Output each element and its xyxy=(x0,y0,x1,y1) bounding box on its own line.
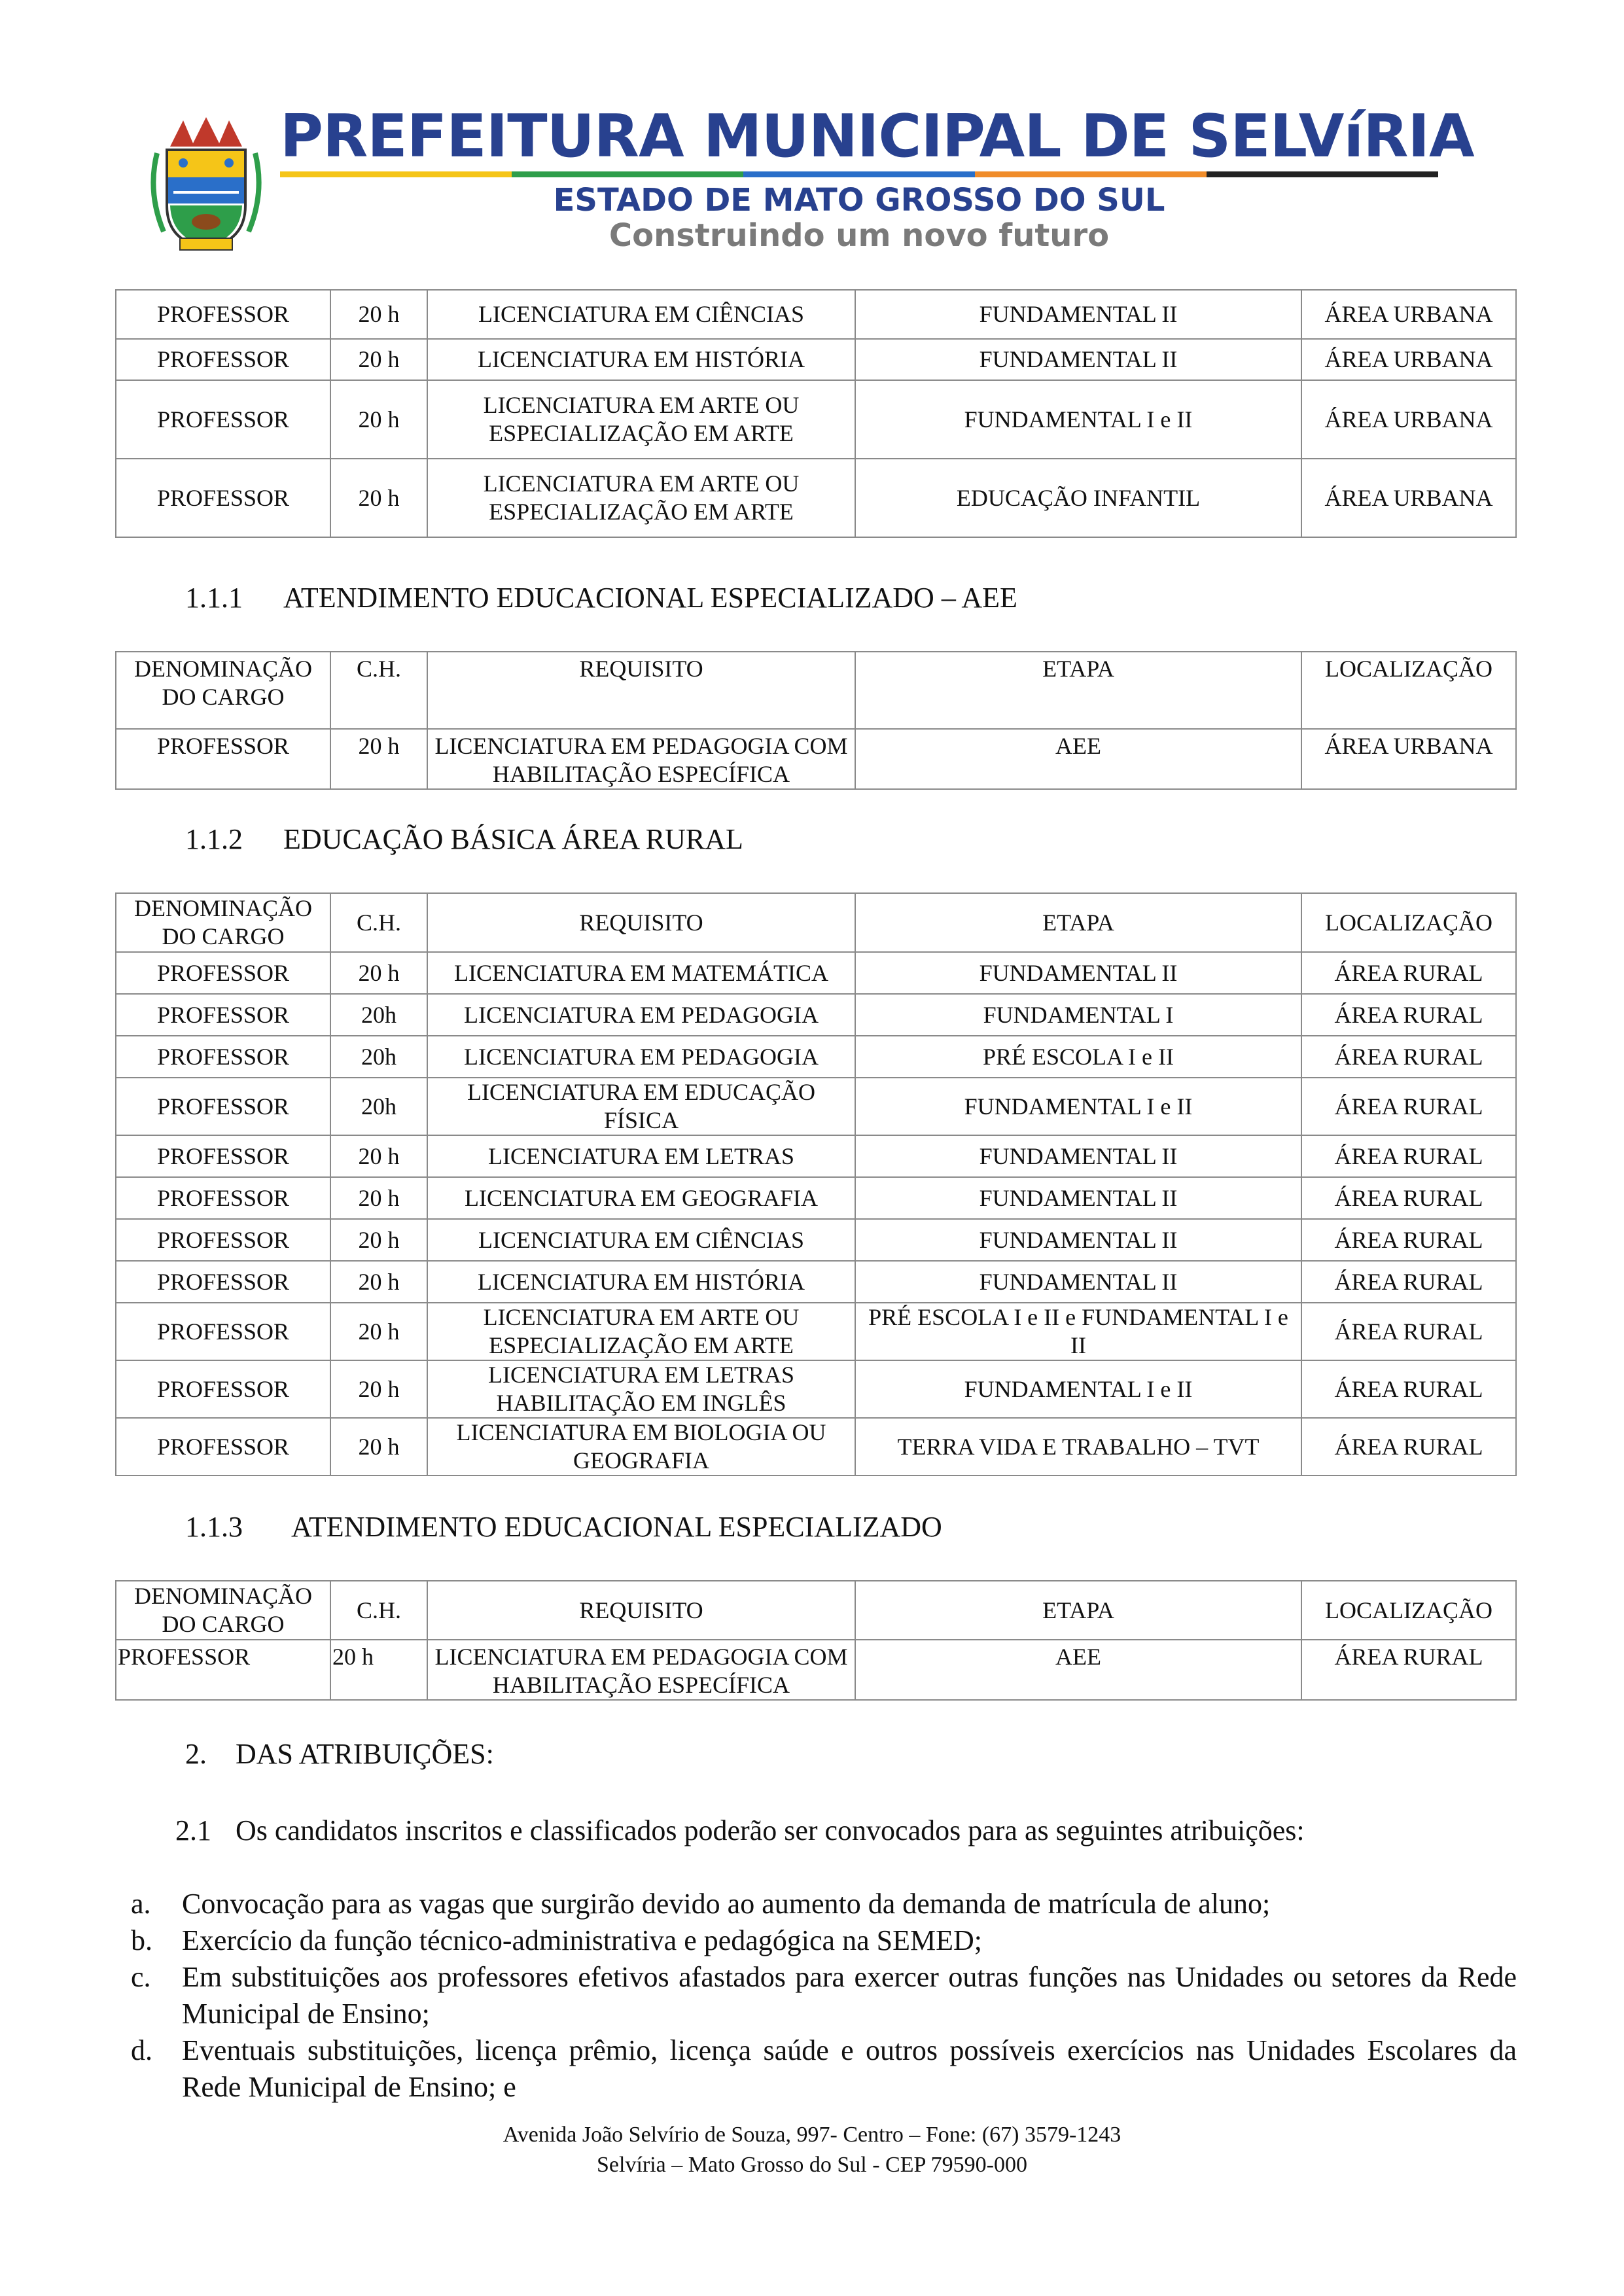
column-header: DENOMINAÇÃO DO CARGO xyxy=(116,893,330,952)
table-rural xyxy=(115,892,1517,1476)
table-header-row xyxy=(116,893,1516,952)
column-header: REQUISITO xyxy=(427,893,855,952)
table-aee-urban xyxy=(115,651,1517,790)
cell-requisito: LICENCIATURA EM MATEMÁTICA xyxy=(427,952,855,994)
column-header: C.H. xyxy=(330,893,427,952)
cell-etapa: FUNDAMENTAL II xyxy=(855,1135,1301,1177)
cell-localizacao: ÁREA URBANA xyxy=(1301,729,1516,789)
cell-ch: 20 h xyxy=(330,1640,427,1700)
table-row xyxy=(116,994,1516,1036)
cell-ch: 20 h xyxy=(330,729,427,789)
cell-etapa: AEE xyxy=(855,729,1301,789)
cell-cargo: PROFESSOR xyxy=(116,1303,330,1360)
list-marker: b. xyxy=(131,1924,152,1956)
footer-address: Avenida João Selvírio de Souza, 997- Centro – Fone: (67) 3579-1243 xyxy=(503,2123,1121,2147)
cell-etapa: FUNDAMENTAL II xyxy=(855,1177,1301,1219)
section-number: 1.1.1 xyxy=(185,582,243,614)
section-heading-1-1-2 xyxy=(185,822,743,856)
cell-cargo: PROFESSOR xyxy=(116,729,330,789)
cell-cargo: PROFESSOR xyxy=(116,290,330,339)
cell-requisito: LICENCIATURA EM ARTE OU ESPECIALIZAÇÃO EM ARTE xyxy=(427,459,855,537)
column-header: ETAPA xyxy=(855,893,1301,952)
cell-requisito: LICENCIATURA EM HISTÓRIA xyxy=(427,1261,855,1303)
cell-localizacao: ÁREA RURAL xyxy=(1301,1219,1516,1261)
cell-etapa: FUNDAMENTAL I e II xyxy=(855,380,1301,459)
table-row xyxy=(116,459,1516,537)
list-marker: a. xyxy=(131,1888,151,1920)
section-title: ATENDIMENTO EDUCACIONAL ESPECIALIZADO xyxy=(291,1511,942,1543)
cell-localizacao: ÁREA RURAL xyxy=(1301,1303,1516,1360)
table-row xyxy=(116,1303,1516,1360)
cell-localizacao: ÁREA RURAL xyxy=(1301,1177,1516,1219)
column-header: REQUISITO xyxy=(427,652,855,729)
table-row xyxy=(116,1261,1516,1303)
table-header-row xyxy=(116,1581,1516,1640)
stripe-blue xyxy=(743,171,975,177)
cell-localizacao: ÁREA RURAL xyxy=(1301,1078,1516,1135)
list-item xyxy=(131,1922,1517,1959)
clause-number: 2.1 xyxy=(175,1814,211,1846)
cell-etapa: FUNDAMENTAL I e II xyxy=(855,1078,1301,1135)
cell-localizacao: ÁREA RURAL xyxy=(1301,994,1516,1036)
cell-requisito: LICENCIATURA EM PEDAGOGIA xyxy=(427,994,855,1036)
cell-localizacao: ÁREA RURAL xyxy=(1301,1360,1516,1418)
cell-cargo: PROFESSOR xyxy=(116,1219,330,1261)
cell-ch: 20 h xyxy=(330,952,427,994)
brand-block xyxy=(280,98,1474,255)
column-header: C.H. xyxy=(330,652,427,729)
cell-requisito: LICENCIATURA EM BIOLOGIA OU GEOGRAFIA xyxy=(427,1418,855,1475)
cell-requisito: LICENCIATURA EM PEDAGOGIA COM HABILITAÇÃO ESPECÍFICA xyxy=(427,1640,855,1700)
table-urban-continuation xyxy=(115,289,1517,538)
cell-ch: 20h xyxy=(330,1036,427,1078)
section-title: ATENDIMENTO EDUCACIONAL ESPECIALIZADO – AEE xyxy=(283,582,1017,614)
cell-etapa: FUNDAMENTAL II xyxy=(855,1261,1301,1303)
cell-localizacao: ÁREA RURAL xyxy=(1301,1640,1516,1700)
section-number: 1.1.3 xyxy=(185,1511,243,1543)
cell-cargo: PROFESSOR xyxy=(116,459,330,537)
cell-cargo: PROFESSOR xyxy=(116,1261,330,1303)
list-item xyxy=(131,1886,1517,1922)
cell-cargo: PROFESSOR xyxy=(116,380,330,459)
header-title: PREFEITURA MUNICIPAL DE SELVíRIA xyxy=(280,102,1474,171)
table-row xyxy=(116,952,1516,994)
stripe-green xyxy=(512,171,743,177)
attributions-list xyxy=(131,1886,1517,2106)
cell-ch: 20 h xyxy=(330,1219,427,1261)
list-item-text: Em substituições aos professores efetivos afastados para exercer outras funções nas Unidades ou setores da Rede Municipal de Ensino; xyxy=(182,1961,1517,2030)
cell-ch: 20 h xyxy=(330,1261,427,1303)
cell-localizacao: ÁREA RURAL xyxy=(1301,952,1516,994)
list-item-text: Convocação para as vagas que surgirão devido ao aumento da demanda de matrícula de aluno; xyxy=(182,1888,1271,1920)
list-item xyxy=(131,2032,1517,2106)
municipal-coat-of-arms-icon xyxy=(144,107,268,255)
column-header: LOCALIZAÇÃO xyxy=(1301,893,1516,952)
cell-cargo: PROFESSOR xyxy=(116,952,330,994)
cell-requisito: LICENCIATURA EM PEDAGOGIA xyxy=(427,1036,855,1078)
table-row xyxy=(116,1418,1516,1475)
cell-cargo: PROFESSOR xyxy=(116,1036,330,1078)
cell-ch: 20 h xyxy=(330,1418,427,1475)
cell-localizacao: ÁREA URBANA xyxy=(1301,459,1516,537)
cell-requisito: LICENCIATURA EM GEOGRAFIA xyxy=(427,1177,855,1219)
cell-cargo: PROFESSOR xyxy=(116,1078,330,1135)
clause-2-1 xyxy=(175,1812,1305,1849)
cell-requisito: LICENCIATURA EM CIÊNCIAS xyxy=(427,1219,855,1261)
cell-ch: 20 h xyxy=(330,1135,427,1177)
cell-ch: 20h xyxy=(330,994,427,1036)
cell-requisito: LICENCIATURA EM HISTÓRIA xyxy=(427,339,855,380)
cell-etapa: FUNDAMENTAL II xyxy=(855,339,1301,380)
column-header: C.H. xyxy=(330,1581,427,1640)
stripe-yellow xyxy=(280,171,512,177)
table-row xyxy=(116,1078,1516,1135)
cell-ch: 20 h xyxy=(330,1177,427,1219)
table-row xyxy=(116,1036,1516,1078)
table-row xyxy=(116,1135,1516,1177)
table-row xyxy=(116,729,1516,789)
cell-cargo: PROFESSOR xyxy=(116,994,330,1036)
header-tagline: Construindo um novo futuro xyxy=(609,217,1110,254)
cell-ch: 20 h xyxy=(330,290,427,339)
cell-cargo: PROFESSOR xyxy=(116,1418,330,1475)
cell-localizacao: ÁREA URBANA xyxy=(1301,339,1516,380)
table-row xyxy=(116,380,1516,459)
cell-etapa: TERRA VIDA E TRABALHO – TVT xyxy=(855,1418,1301,1475)
cell-ch: 20h xyxy=(330,1078,427,1135)
cell-requisito: LICENCIATURA EM CIÊNCIAS xyxy=(427,290,855,339)
cell-etapa: AEE xyxy=(855,1640,1301,1700)
cell-cargo: PROFESSOR xyxy=(116,1640,330,1700)
column-header: ETAPA xyxy=(855,652,1301,729)
column-header: ETAPA xyxy=(855,1581,1301,1640)
column-header: DENOMINAÇÃO DO CARGO xyxy=(116,1581,330,1640)
cell-localizacao: ÁREA RURAL xyxy=(1301,1418,1516,1475)
section-number: 1.1.2 xyxy=(185,823,243,855)
cell-requisito: LICENCIATURA EM ARTE OU ESPECIALIZAÇÃO EM ARTE xyxy=(427,380,855,459)
cell-ch: 20 h xyxy=(330,1303,427,1360)
stripe-orange xyxy=(975,171,1207,177)
cell-requisito: LICENCIATURA EM EDUCAÇÃO FÍSICA xyxy=(427,1078,855,1135)
cell-etapa: PRÉ ESCOLA I e II xyxy=(855,1036,1301,1078)
list-marker: c. xyxy=(131,1961,151,1993)
table-row xyxy=(116,1640,1516,1700)
letterhead xyxy=(144,98,1474,255)
section-number: 2. xyxy=(185,1738,207,1770)
column-header: REQUISITO xyxy=(427,1581,855,1640)
cell-localizacao: ÁREA RURAL xyxy=(1301,1261,1516,1303)
list-item-text: Eventuais substituições, licença prêmio, licença saúde e outros possíveis exercícios nas Unidades Escolares da Rede Municipal de Ensino; e xyxy=(182,2034,1517,2103)
cell-etapa: EDUCAÇÃO INFANTIL xyxy=(855,459,1301,537)
cell-etapa: FUNDAMENTAL II xyxy=(855,1219,1301,1261)
cell-localizacao: ÁREA RURAL xyxy=(1301,1135,1516,1177)
cell-cargo: PROFESSOR xyxy=(116,1177,330,1219)
cell-etapa: FUNDAMENTAL II xyxy=(855,290,1301,339)
section-heading-1-1-3 xyxy=(185,1510,942,1544)
color-stripes xyxy=(280,171,1438,177)
cell-etapa: FUNDAMENTAL I xyxy=(855,994,1301,1036)
stripe-black xyxy=(1207,171,1438,177)
table-header-row xyxy=(116,652,1516,729)
cell-requisito: LICENCIATURA EM PEDAGOGIA COM HABILITAÇÃO ESPECÍFICA xyxy=(427,729,855,789)
section-title: EDUCAÇÃO BÁSICA ÁREA RURAL xyxy=(283,823,743,855)
table-aee-rural xyxy=(115,1580,1517,1701)
column-header: DENOMINAÇÃO DO CARGO xyxy=(116,652,330,729)
cell-cargo: PROFESSOR xyxy=(116,1135,330,1177)
header-subtitle: ESTADO DE MATO GROSSO DO SUL xyxy=(553,182,1165,219)
cell-requisito: LICENCIATURA EM ARTE OU ESPECIALIZAÇÃO EM ARTE xyxy=(427,1303,855,1360)
section-heading-2 xyxy=(185,1737,494,1771)
cell-ch: 20 h xyxy=(330,380,427,459)
column-header: LOCALIZAÇÃO xyxy=(1301,652,1516,729)
footer-city: Selvíria – Mato Grosso do Sul - CEP 79590-000 xyxy=(597,2153,1027,2177)
cell-localizacao: ÁREA URBANA xyxy=(1301,380,1516,459)
cell-localizacao: ÁREA RURAL xyxy=(1301,1036,1516,1078)
cell-requisito: LICENCIATURA EM LETRAS xyxy=(427,1135,855,1177)
cell-cargo: PROFESSOR xyxy=(116,1360,330,1418)
table-row xyxy=(116,1219,1516,1261)
list-item-text: Exercício da função técnico-administrativa e pedagógica na SEMED; xyxy=(182,1924,982,1956)
section-heading-1-1-1 xyxy=(185,581,1017,614)
cell-etapa: FUNDAMENTAL II xyxy=(855,952,1301,994)
cell-etapa: FUNDAMENTAL I e II xyxy=(855,1360,1301,1418)
cell-ch: 20 h xyxy=(330,459,427,537)
clause-text: Os candidatos inscritos e classificados poderão ser convocados para as seguintes atribuições: xyxy=(236,1814,1305,1846)
table-row xyxy=(116,290,1516,339)
table-row xyxy=(116,1360,1516,1418)
cell-ch: 20 h xyxy=(330,1360,427,1418)
table-row xyxy=(116,339,1516,380)
cell-requisito: LICENCIATURA EM LETRAS HABILITAÇÃO EM INGLÊS xyxy=(427,1360,855,1418)
table-row xyxy=(116,1177,1516,1219)
cell-ch: 20 h xyxy=(330,339,427,380)
list-marker: d. xyxy=(131,2034,152,2066)
footer xyxy=(0,2120,1624,2180)
list-item xyxy=(131,1959,1517,2032)
cell-etapa: PRÉ ESCOLA I e II e FUNDAMENTAL I e II xyxy=(855,1303,1301,1360)
column-header: LOCALIZAÇÃO xyxy=(1301,1581,1516,1640)
section-title: DAS ATRIBUIÇÕES: xyxy=(236,1738,494,1770)
cell-cargo: PROFESSOR xyxy=(116,339,330,380)
cell-localizacao: ÁREA URBANA xyxy=(1301,290,1516,339)
